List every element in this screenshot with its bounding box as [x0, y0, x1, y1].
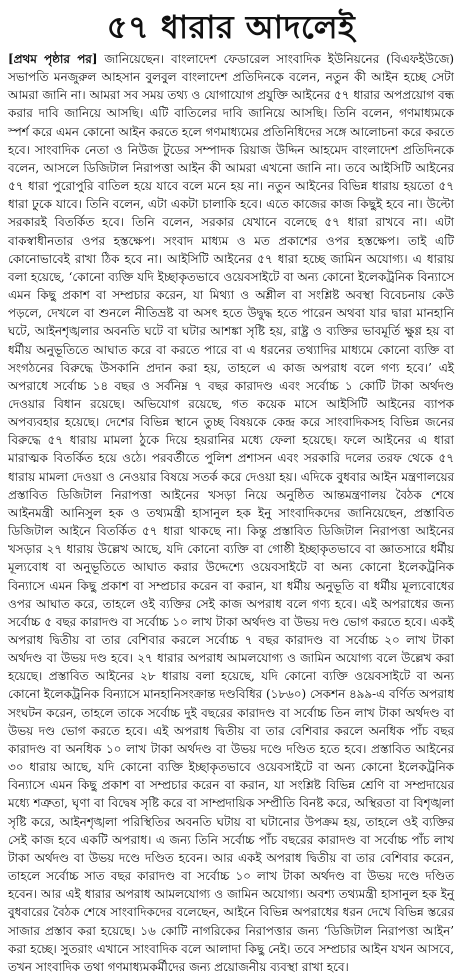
article-body: [8, 50, 454, 976]
headline: ৫৭ ধারার আদলেই: [106, 8, 356, 46]
continued-from-label: [প্রথম পৃষ্ঠার পর]: [8, 52, 98, 66]
article-body-text: জানিয়েছেন। বাংলাদেশ ফেডারেল সাংবাদিক ইউনিয়নের (বিএফইউজে) সভাপতি মনজুরুল আহসান বুলবুল বাংলাদেশ প্রতিদিনকে বলেন, নতুন কী আইন হচ্ছে সেটা আমরা জানি না। আমরা সব সময় তথ্য ও যোগাযোগ প্রযুক্তি আইনের ৫৭ ধারার অপপ্রয়োগ বন্ধ করার দাবি জানিয়ে আসছি। এটি বাতিলের দাবি জানিয়ে আসছি। তিনি বলেন, গণমাধ্যমকে স্পর্শ করে এমন কোনো আইন করতে হলে গণমাধ্যমের প্রতিনিধিদের সঙ্গে আলোচনা করে করতে হবে। সাংবাদিক নেতা ও নিউজ টুডের সম্পাদক রিয়াজ উদ্দিন আহমেদ বাংলাদেশ প্রতিদিনকে বলেন, আসলে ডিজিটাল নিরাপত্তা আইন কী আমরা এখনো জানি না। তবে আইসিটি আইনের ৫৭ ধারা পুরোপুরি বাতিল হয়ে যাবে বলে মনে হয় না। নতুন আইনের বিভিন্ন ধারায় হয়তো ৫৭ ধারা ঢুকে যাবে। তিনি বলেন, এটা একটা চালাকি হবে। এতে কাজের কাজ কিছুই হবে না। উল্টো সরকারই বিতর্কিত হবে। তিনি বলেন, সরকার যেখানে বলেছে ৫৭ ধারা রাখবে না। এটা বাকস্বাধীনতার ওপর হস্তক্ষেপ। সংবাদ মাধ্যম ও মত প্রকাশের ওপর হস্তক্ষেপ। তাই এটি কোনোভাবেই রাখা ঠিক হবে না। আইসিটি আইনের ৫৭ ধারা হচ্ছে জামিন অযোগ্য। এ ধারায় বলা হয়েছে, ‘কোনো ব্যক্তি যদি ইচ্ছাকৃতভাবে ওয়েবসাইটে বা অন্য কোনো ইলেকট্রনিক বিন্যাসে এমন কিছু প্রকাশ বা সম্প্রচার করেন, যা মিথ্যা ও অশ্লীল বা সংশ্লিষ্ট অবস্থা বিবেচনায় কেউ পড়লে, দেখলে বা শুনলে নীতিভ্রষ্ট বা অসৎ হতে উদ্বুদ্ধ হতে পারেন অথবা যার দ্বারা মানহানি ঘটে, আইনশৃঙ্খলার অবনতি ঘটে বা ঘটার আশঙ্কা সৃষ্টি হয়, রাষ্ট্র ও ব্যক্তির ভাবমূর্তি ক্ষুণ্ণ হয় বা ধর্মীয় অনুভূতিতে আঘাত করে বা করতে পারে বা এ ধরনের তথ্যাদির মাধ্যমে কোনো ব্যক্তি বা সংগঠনের বিরুদ্ধে উসকানি প্রদান করা হয়, তাহলে এ কাজ অপরাধ বলে গণ্য হবে।’ এই অপরাধে সর্বোচ্চ ১৪ বছর ও সর্বনিম্ন ৭ বছর কারাদণ্ড এবং সর্বোচ্চ ১ কোটি টাকা অর্থদণ্ড দেওয়ার বিধান রয়েছে। অভিযোগ রয়েছে, গত কয়েক মাসে আইসিটি আইনের ব্যাপক অপব্যবহার হয়েছে। দেশের বিভিন্ন স্থানে তুচ্ছ বিষয়কে কেন্দ্র করে সাংবাদিকসহ বিভিন্ন জনের বিরুদ্ধে ৫৭ ধারায় মামলা ঠুকে দিয়ে হয়রানির মধ্যে ফেলা হয়েছে। ফলে আইনের এ ধারা মারাত্মক বিতর্কিত হয়ে ওঠে। পরবর্তীতে পুলিশ প্রশাসন এবং সরকারি দলের তরফ থেকে ৫৭ ধারায় মামলা দেওয়া ও নেওয়ার বিষয়ে সতর্ক করে দেওয়া হয়। এদিকে বুধবার আইন মন্ত্রণালয়ের প্রস্তাবিত ডিজিটাল নিরাপত্তা আইনের খসড়া নিয়ে অনুষ্ঠিত আন্তমন্ত্রণালয় বৈঠক শেষে আইনমন্ত্রী আনিসুল হক ও তথ্যমন্ত্রী হাসানুল হক ইনু সাংবাদিকদের জানিয়েছেন, প্রস্তাবিত ডিজিটাল আইনে বিতর্কিত ৫৭ ধারা থাকছে না। কিন্তু প্রস্তাবিত ডিজিটাল নিরাপত্তা আইনের খসড়ার ২৭ ধারায় উল্লেখ আছে, যদি কোনো ব্যক্তি বা গোষ্ঠী ইচ্ছাকৃতভাবে বা জ্ঞাতসারে ধর্মীয় মূল্যবোধ বা অনুভূতিতে আঘাত করার উদ্দেশ্যে ওয়েবসাইটে বা অন্য কোনো ইলেকট্রনিক বিন্যাসে এমন কিছু প্রকাশ বা সম্প্রচার করেন বা করান, যা ধর্মীয় অনুভূতি বা ধর্মীয় মূল্যবোধের ওপর আঘাত করে, তাহলে ওই ব্যক্তির সেই কাজ অপরাধ বলে গণ্য হবে। এই অপরাধের জন্য সর্বোচ্চ ৫ বছর কারাদণ্ড বা সর্বোচ্চ ১০ লাখ টাকা অর্থদণ্ড বা উভয় দণ্ড ভোগ করতে হবে। একই অপরাধ দ্বিতীয় বা তার বেশিবার করলে সর্বোচ্চ ৭ বছর কারাদণ্ড বা সর্বোচ্চ ২০ লাখ টাকা অর্থদণ্ড বা উভয় দণ্ড হবে। ২৭ ধারার অপরাধ আমলযোগ্য ও জামিন অযোগ্য বলে উল্লেখ করা হয়েছে। প্রস্তাবিত আইনের ২৮ ধারায় বলা হয়েছে, যদি কোনো ব্যক্তি ওয়েবসাইটে বা অন্য কোনো ইলেকট্রনিক বিন্যাসে মানহানিসংক্রান্ত দণ্ডবিধির (১৮৬০) সেকশন ৪৯৯-এ বর্ণিত অপরাধ সংঘটন করেন, তাহলে তাকে সর্বোচ্চ দুই বছরের কারাদণ্ড বা সর্বোচ্চ তিন লাখ টাকা অর্থদণ্ড বা উভয় দণ্ড ভোগ করতে হবে। এই অপরাধ দ্বিতীয় বা তার বেশিবার করলে অনধিক পাঁচ বছর কারাদণ্ড বা অনধিক ১০ লাখ টাকা অর্থদণ্ড বা উভয় দণ্ডে দণ্ডিত হতে হবে। প্রস্তাবিত আইনের ৩০ ধারায় আছে, যদি কোনো ব্যক্তি ইচ্ছাকৃতভাবে ওয়েবসাইটে বা অন্য কোনো ইলেকট্রনিক বিন্যাসে এমন কিছু প্রকাশ বা সম্প্রচার করেন বা করান, যা সংশ্লিষ্ট বিভিন্ন শ্রেণি বা সম্প্রদায়ের মধ্যে শত্রুতা, ঘৃণা বা বিদ্বেষ সৃষ্টি করে বা সাম্প্রদায়িক সম্প্রীতি বিনষ্ট করে, অস্থিরতা বা বিশৃঙ্খলা সৃষ্টি করে, আইনশৃঙ্খলা পরিস্থিতির অবনতি ঘটায় বা ঘটানোর উপক্রম হয়, তাহলে ওই ব্যক্তির সেই কাজ হবে একটি অপরাধ। এ জন্য তিনি সর্বোচ্চ পাঁচ বছরের কারাদণ্ড বা সর্বোচ্চ পাঁচ লাখ টাকা অর্থদণ্ড বা উভয় দণ্ডে দণ্ডিত হবেন। আর একই অপরাধ দ্বিতীয় বা তার বেশিবার করেন, তাহলে সর্বোচ্চ সাত বছর কারাদণ্ড বা সর্বোচ্চ ১০ লাখ টাকা অর্থদণ্ড বা উভয় দণ্ডে দণ্ডিত হবেন। আর এই ধারার অপরাধ আমলযোগ্য ও জামিন অযোগ্য। অবশ্য তথ্যমন্ত্রী হাসানুল হক ইনু বুধবারের বৈঠক শেষে সাংবাদিকদের বলেছেন, আইনে বিভিন্ন অপরাধের ধরন দেখে বিভিন্ন স্তরের সাজার প্রস্তাব করা হয়েছে। ১৬ কোটি নাগরিকের নিরাপত্তার জন্য ‘ডিজিটাল নিরাপত্তা আইন’ করা হচ্ছে। সুতরাং এখানে সাংবাদিক বলে আলাদা কিছু নেই। তবে সম্প্রচার আইন যখন আসবে, তখন সাংবাদিক তথা গণমাধ্যমকর্মীদের জন্য প্রয়োজনীয় ব্যবস্থা রাখা হবে।: [8, 52, 454, 974]
